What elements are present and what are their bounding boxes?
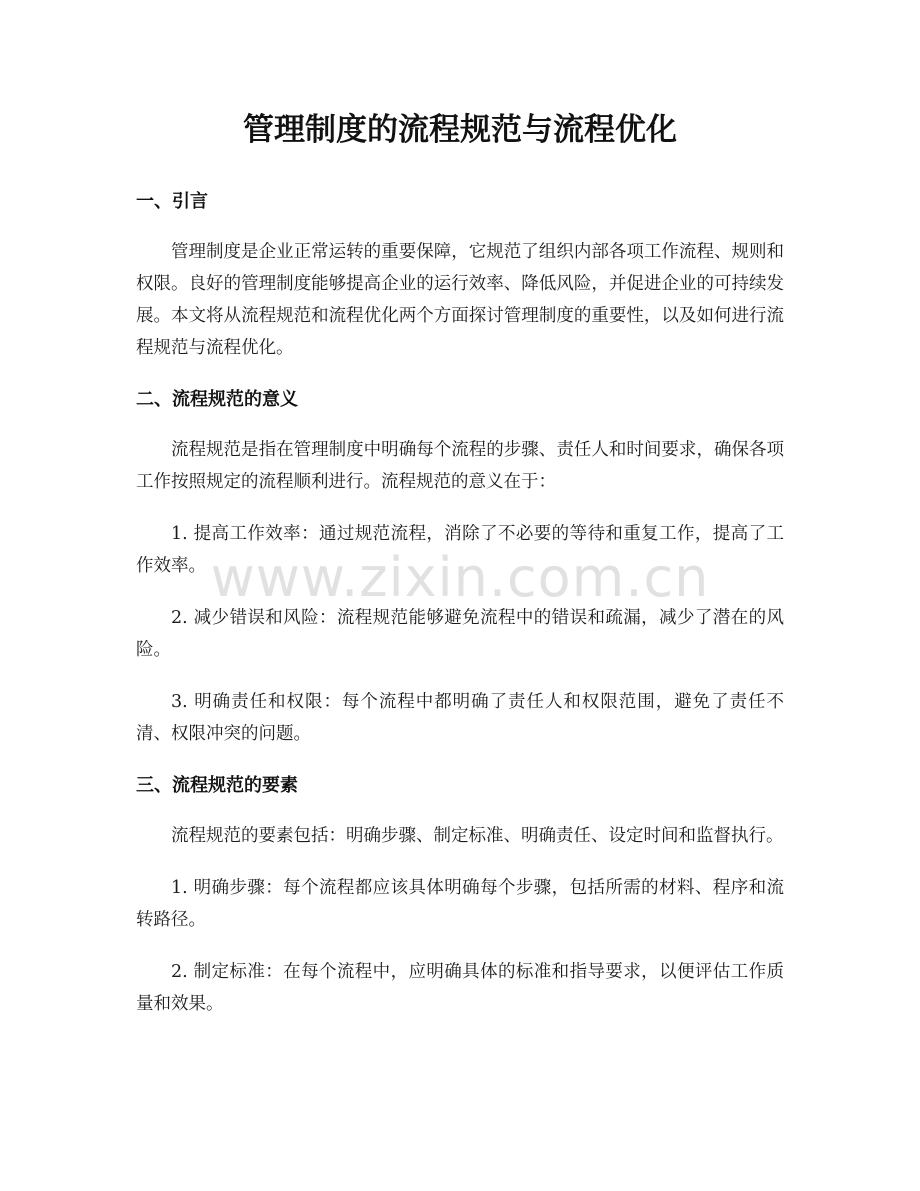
list-item: 1. 明确步骤：每个流程都应该具体明确每个步骤，包括所需的材料、程序和流转路径。 — [136, 878, 784, 930]
section-introduction — [136, 186, 784, 364]
document-title: 管理制度的流程规范与流程优化 — [243, 112, 677, 148]
list-item: 1. 提高工作效率：通过规范流程，消除了不必要的等待和重复工作，提高了工作效率。 — [136, 524, 784, 576]
section-heading: 二、流程规范的意义 — [136, 389, 298, 410]
document-body — [136, 186, 784, 1040]
list-item: 2. 减少错误和风险：流程规范能够避免流程中的错误和疏漏，减少了潜在的风险。 — [136, 608, 784, 660]
section-heading: 一、引言 — [136, 191, 208, 212]
section-process-significance — [136, 384, 784, 750]
list-item: 2. 制定标准：在每个流程中，应明确具体的标准和指导要求，以便评估工作质量和效果。 — [136, 962, 784, 1014]
paragraph: 流程规范的要素包括：明确步骤、制定标准、明确责任、设定时间和监督执行。 — [171, 826, 784, 846]
paragraph: 管理制度是企业正常运转的重要保障，它规范了组织内部各项工作流程、规则和权限。良好的管理制度能够提高企业的运行效率、降低风险，并促进企业的可持续发展。本文将从流程规范和流程优化两个方面探讨管理制度的重要性，以及如何进行流程规范与流程优化。 — [136, 242, 784, 358]
section-process-elements — [136, 770, 784, 1020]
watermark: www.zixin.com.cn — [210, 546, 710, 609]
paragraph: 流程规范是指在管理制度中明确每个流程的步骤、责任人和时间要求，确保各项工作按照规定的流程顺利进行。流程规范的意义在于： — [136, 440, 784, 492]
list-item: 3. 明确责任和权限：每个流程中都明确了责任人和权限范围，避免了责任不清、权限冲突的问题。 — [136, 692, 784, 744]
section-heading: 三、流程规范的要素 — [136, 775, 298, 796]
